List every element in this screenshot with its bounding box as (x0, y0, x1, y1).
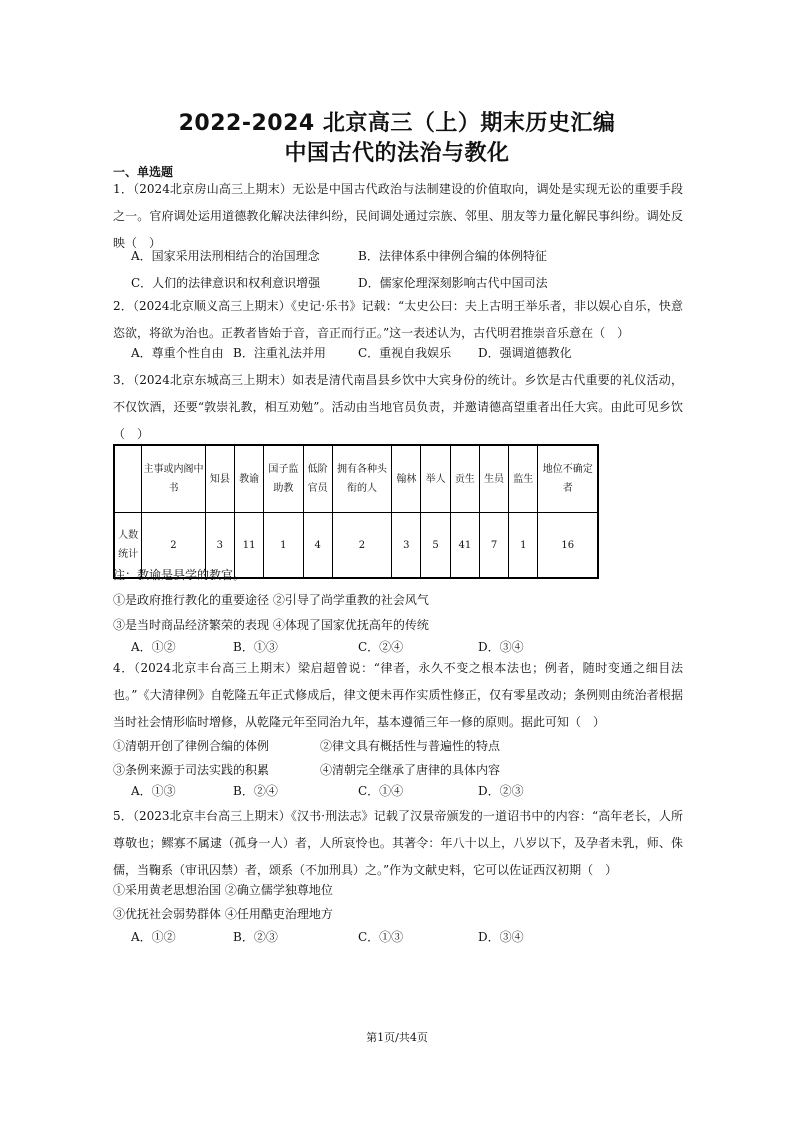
option-b: B．法律体系中律例合编的体例特征 (358, 249, 547, 263)
page-footer: 第1页/共4页 (366, 1031, 428, 1044)
table-cell: 3 (392, 513, 421, 579)
table-header-row (114, 445, 598, 513)
stats-table (113, 444, 599, 579)
table-cell: 7 (479, 513, 508, 579)
option-c: C．②④ (358, 640, 404, 654)
option-a: A．①② (131, 640, 176, 654)
table-header-cell: 主事或内阁中书 (142, 445, 206, 513)
section-heading: 一、单选题 (113, 165, 174, 179)
option-d: D．③④ (478, 930, 524, 944)
option-a: A．①② (131, 930, 176, 944)
option-d: D．②③ (478, 784, 524, 798)
option-b: B．②④ (233, 784, 278, 798)
table-header-cell (114, 445, 142, 513)
option-d: D．③④ (478, 640, 524, 654)
option-a: A．①③ (131, 784, 176, 798)
table-cell: 1 (264, 513, 303, 579)
option-d: D．儒家伦理深刻影响古代中国司法 (358, 276, 548, 290)
table-cell: 4 (303, 513, 332, 579)
question-5-text: 5．（2023北京丰台高三上期末）《汉书·刑法志》记载了汉景帝颁发的一道诏书中的内容：“高年老长，人所尊敬也；鳏寡不属逮（孤身一人）者，人所哀怜也。其著令：年八十以上，八岁以下，及孕者未乳，师、侏儒，当鞠系（审讯囚禁）者，颂系（不加刑具）之。”作为文献史料，它可以佐证西汉初期（ ） (113, 809, 683, 877)
page-title: 2022-2024 北京高三（上）期末历史汇编 (178, 111, 616, 136)
table-note: 注：教谕是县学的教官。 (113, 568, 246, 582)
table-header-cell: 举人 (421, 445, 450, 513)
option-c: C．①③ (358, 930, 404, 944)
option-c: C．①④ (358, 784, 404, 798)
table-cell: 1 (509, 513, 538, 579)
table-cell: 2 (332, 513, 391, 579)
table-cell: 41 (450, 513, 479, 579)
table-header-cell: 翰林 (392, 445, 421, 513)
statement-line: ③优抚社会弱势群体 ④任用酷吏治理地方 (113, 907, 333, 921)
option-c: C．人们的法律意识和权利意识增强 (131, 276, 321, 290)
table-cell: 3 (205, 513, 234, 579)
table-header-cell: 教谕 (234, 445, 263, 513)
table-header-cell: 低阶官员 (303, 445, 332, 513)
option-c: C．重视自我娱乐 (358, 346, 452, 360)
table-cell: 5 (421, 513, 450, 579)
table-header-cell: 地位不确定者 (538, 445, 598, 513)
statement-line: ④清朝完全继承了唐律的具体内容 (320, 763, 501, 777)
table-header-cell: 拥有各种头衔的人 (332, 445, 391, 513)
question-3-text: 3．（2024北京东城高三上期末）如表是清代南昌县乡饮中大宾身份的统计。乡饮是古代重要的礼仪活动，不仅饮酒，还要“敦崇礼教，相互劝勉”。活动由当地官员负责，并邀请德高望重者出任大宾。由此可见乡饮（ ） (113, 373, 683, 441)
option-b: B．①③ (233, 640, 278, 654)
table-header-cell: 贡生 (450, 445, 479, 513)
statement-line: ①清朝开创了律例合编的体例 (113, 739, 270, 753)
statement-line: ①采用黄老思想治国 ②确立儒学独尊地位 (113, 883, 333, 897)
statement-line: ③条例来源于司法实践的积累 (113, 763, 270, 777)
statement-line: ①是政府推行教化的重要途径 ②引导了尚学重教的社会风气 (113, 593, 429, 607)
table-row-label: 人数统计 (114, 513, 142, 579)
page-subtitle: 中国古代的法治与教化 (284, 141, 510, 166)
table-header-cell: 生员 (479, 445, 508, 513)
option-b: B．注重礼法并用 (233, 346, 326, 360)
table-cell: 11 (234, 513, 263, 579)
question-4-text: 4．（2024北京丰台高三上期末）梁启超曾说：“律者，永久不变之根本法也；例者，随时变通之细目法也。”《大清律例》自乾隆五年正式修成后，律文便未再作实质性修正，仅有零星改动；条例则由统治者根据当时社会情形临时增修，从乾隆元年至同治九年，基本遵循三年一修的原则。据此可知（ ） (113, 661, 683, 729)
statement-line: ③是当时商品经济繁荣的表现 ④体现了国家优抚高年的传统 (113, 618, 429, 632)
table-header-cell: 监生 (509, 445, 538, 513)
option-a: A．国家采用法刑相结合的治国理念 (131, 249, 320, 263)
table-header-cell: 知县 (205, 445, 234, 513)
question-1-text: 1．（2024北京房山高三上期末）无讼是中国古代政治与法制建设的价值取向，调处是实现无讼的重要手段之一。官府调处运用道德教化解决法律纠纷，民间调处通过宗族、邻里、朋友等力量化解民事纠纷。调处反映（ ） (113, 182, 683, 250)
question-2-text: 2．（2024北京顺义高三上期末）《史记·乐书》记载：“太史公曰：夫上古明王举乐者，非以娱心自乐，快意恣欲，将欲为治也。正教者皆始于音，音正而行正。”这一表述认为，古代明君推崇音乐意在（ ） (113, 299, 683, 340)
option-d: D．强调道德教化 (478, 346, 572, 360)
option-b: B．②③ (233, 930, 278, 944)
table-cell: 16 (538, 513, 598, 579)
statement-line: ②律文具有概括性与普遍性的特点 (320, 739, 501, 753)
table-cell: 2 (142, 513, 206, 579)
table-header-cell: 国子监助教 (264, 445, 303, 513)
option-a: A．尊重个性自由 (131, 346, 224, 360)
